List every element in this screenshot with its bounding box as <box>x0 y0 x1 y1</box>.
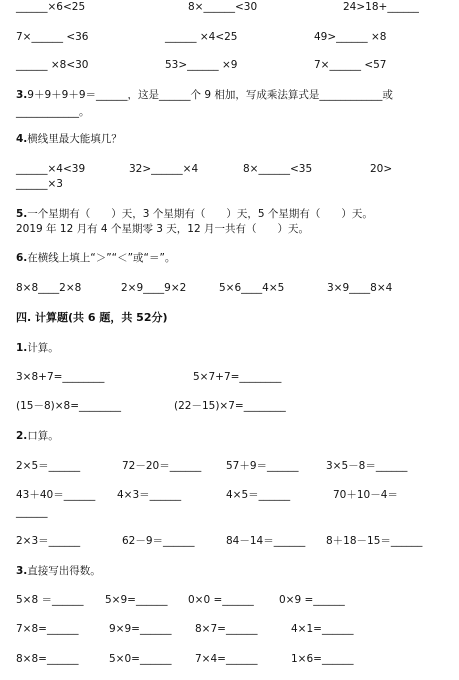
question-number: 3. <box>16 565 28 577</box>
calc-1-item-3: (15－8)×8=________ <box>16 400 122 412</box>
direct-r1-4: 0×9 =______ <box>279 594 345 606</box>
fill-row-b-1: 7×______ <36 <box>16 31 89 43</box>
fill-row-a-2: 8×______<30 <box>188 1 258 13</box>
fill-row-c-1: ______ ×8<30 <box>16 59 89 71</box>
oral-r1-1: 2×5＝______ <box>16 460 81 472</box>
question-5-continued: 2019 年 12 月有 4 个星期零 3 天，12 月一共有（ ）天。 <box>16 223 310 235</box>
direct-r2-1: 7×8=______ <box>16 623 79 635</box>
direct-r1-1: 5×8 ＝______ <box>16 594 84 606</box>
question-4-item-1: ______×4<39 <box>16 163 86 175</box>
direct-r2-2: 9×9=______ <box>109 623 172 635</box>
oral-r2-4-continued: ______ <box>16 506 48 518</box>
fill-row-c-2: 53>______ ×9 <box>165 59 238 71</box>
calc-1-item-4: (22－15)×7=________ <box>174 400 286 412</box>
question-5-text: 一个星期有（ ）天，3 个星期有（ ）天，5 个星期有（ ）天。 <box>27 208 373 220</box>
calc-2-heading <box>16 430 59 442</box>
section-heading: 四. 计算题(共 6 题，共 52分) <box>16 311 168 324</box>
fill-row-c-3: 7×______ <57 <box>314 59 387 71</box>
direct-r3-1: 8×8=______ <box>16 653 79 665</box>
compare-item-4: 3×9____8×4 <box>327 282 393 294</box>
question-6-heading <box>16 252 175 264</box>
direct-r2-3: 8×7=______ <box>195 623 258 635</box>
fill-row-b-3: 49>______ ×8 <box>314 31 387 43</box>
question-4-heading <box>16 133 122 145</box>
question-number: 4. <box>16 133 28 145</box>
question-number: 1. <box>16 342 28 354</box>
oral-r2-3: 4×5＝______ <box>226 489 291 501</box>
question-number: 5. <box>16 208 28 220</box>
question-number: 2. <box>16 430 28 442</box>
calc-1-item-1: 3×8+7=________ <box>16 371 105 383</box>
direct-r1-3: 0×0 =______ <box>188 594 254 606</box>
direct-r3-3: 7×4=______ <box>195 653 258 665</box>
question-6-title: 在横线上填上“＞”“＜”或“＝”。 <box>27 252 176 264</box>
question-3 <box>16 89 393 101</box>
oral-r3-3: 84－14＝______ <box>226 535 306 547</box>
oral-r1-4: 3×5－8＝______ <box>326 460 408 472</box>
question-4-item-3: 8×______<35 <box>243 163 313 175</box>
question-number: 6. <box>16 252 28 264</box>
oral-r3-1: 2×3＝______ <box>16 535 81 547</box>
calc-3-title: 直接写出得数。 <box>27 565 101 577</box>
fill-row-b-2: ______ ×4<25 <box>165 31 238 43</box>
question-4-title: 横线里最大能填几？ <box>27 133 122 145</box>
question-4-item-2: 32>______×4 <box>129 163 199 175</box>
calc-1-item-2: 5×7+7=________ <box>193 371 282 383</box>
question-number: 3. <box>16 89 28 101</box>
calc-1-title: 计算。 <box>27 342 59 354</box>
compare-item-2: 2×9____9×2 <box>121 282 187 294</box>
oral-r3-4: 8＋18－15＝______ <box>326 535 423 547</box>
question-3-text: 9＋9＋9＋9＝______，这是______个 9 相加，写成乘法算式是____________或 <box>27 89 393 101</box>
oral-r2-4: 70＋10－4＝ <box>333 489 398 501</box>
direct-r3-4: 1×6=______ <box>291 653 354 665</box>
direct-r3-2: 5×0=______ <box>109 653 172 665</box>
fill-row-a-3: 24>18+______ <box>343 1 419 13</box>
compare-item-3: 5×6____4×5 <box>219 282 285 294</box>
compare-item-1: 8×8____2×8 <box>16 282 82 294</box>
oral-r3-2: 62－9＝______ <box>122 535 195 547</box>
calc-3-heading <box>16 565 101 577</box>
oral-r1-2: 72－20＝______ <box>122 460 202 472</box>
oral-r2-1: 43＋40＝______ <box>16 489 96 501</box>
oral-r2-2: 4×3＝______ <box>117 489 182 501</box>
oral-r1-3: 57＋9＝______ <box>226 460 299 472</box>
direct-r1-2: 5×9=______ <box>105 594 168 606</box>
question-5 <box>16 208 373 220</box>
question-3-continued: ____________。 <box>16 106 90 118</box>
question-4-item-4: 20> <box>370 163 393 175</box>
calc-2-title: 口算。 <box>27 430 59 442</box>
direct-r2-4: 4×1=______ <box>291 623 354 635</box>
question-4-item-4-continued: ______×3 <box>16 178 63 190</box>
calc-1-heading <box>16 342 59 354</box>
fill-row-a-1: ______×6<25 <box>16 1 86 13</box>
